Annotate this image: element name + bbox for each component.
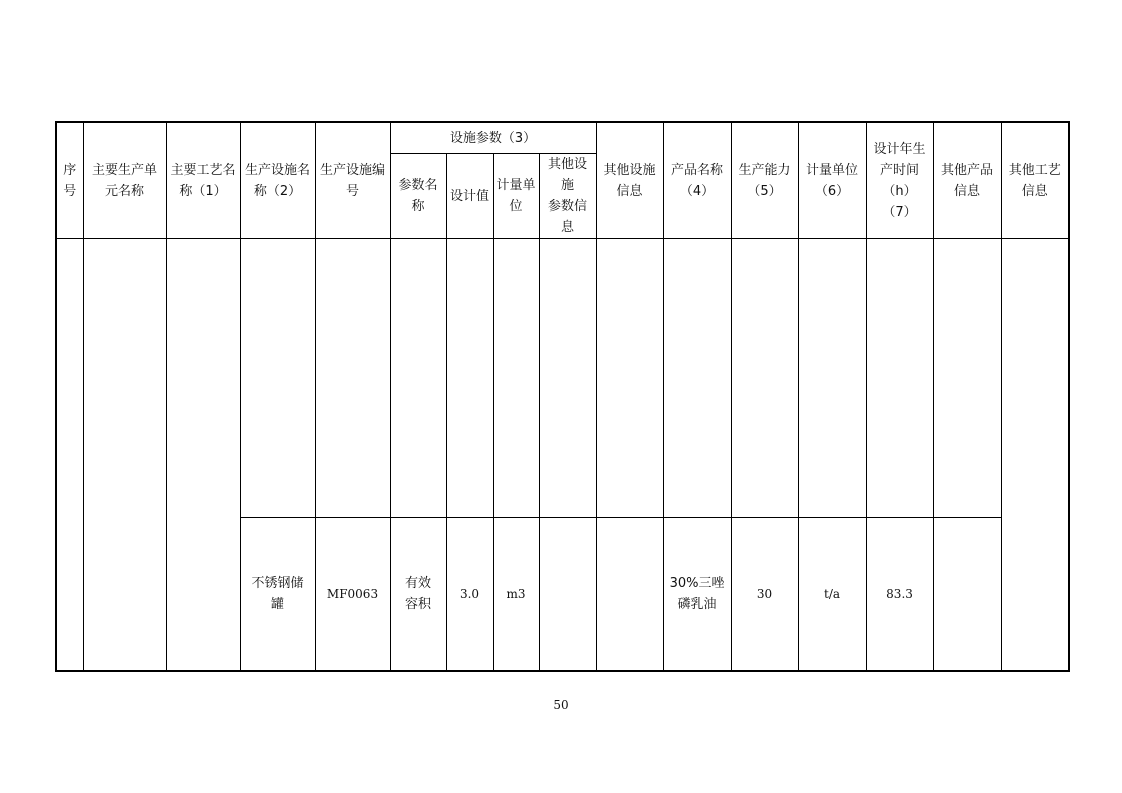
- cell-seq: [56, 239, 83, 672]
- cell-other-facility: [596, 518, 663, 672]
- cell-measure-unit: m3: [493, 518, 539, 672]
- cell-product-name: 30%三唑 磷乳油: [663, 518, 731, 672]
- header-param-name: 参数名称: [390, 154, 446, 239]
- header-seq: 序 号: [56, 122, 83, 239]
- cell-blank: [240, 239, 315, 518]
- cell-blank: [731, 239, 798, 518]
- cell-blank: [539, 239, 596, 518]
- cell-process-name: [166, 239, 240, 672]
- header-design-time: 设计年生 产时间（h） （7）: [866, 122, 933, 239]
- cell-design-value: 3.0: [446, 518, 493, 672]
- header-process-name: 主要工艺名 称（1）: [166, 122, 240, 239]
- header-facility-code: 生产设施编 号: [315, 122, 390, 239]
- cell-other-process-bottom: [1001, 518, 1069, 672]
- header-capacity: 生产能力 （5）: [731, 122, 798, 239]
- header-other-facility: 其他设施 信息: [596, 122, 663, 239]
- header-design-value: 设计值: [446, 154, 493, 239]
- header-measure-unit: 计量单 位: [493, 154, 539, 239]
- header-params-group: 设施参数（3）: [390, 122, 596, 154]
- header-facility-name: 生产设施名 称（2）: [240, 122, 315, 239]
- cell-param-name: 有效 容积: [390, 518, 446, 672]
- page-number: 50: [553, 698, 569, 712]
- cell-facility-name: 不锈钢储 罐: [240, 518, 315, 672]
- cell-blank: [493, 239, 539, 518]
- facility-parameter-table: [55, 121, 1070, 672]
- header-capacity-unit: 计量单位 （6）: [798, 122, 866, 239]
- cell-blank: [596, 239, 663, 518]
- cell-other-process-top: [1001, 239, 1069, 518]
- header-other-param: 其他设施 参数信息: [539, 154, 596, 239]
- cell-blank: [390, 239, 446, 518]
- cell-capacity: 30: [731, 518, 798, 672]
- header-other-product: 其他产品 信息: [933, 122, 1001, 239]
- cell-unit-name: [83, 239, 166, 672]
- cell-blank: [933, 239, 1001, 518]
- cell-other-param: [539, 518, 596, 672]
- header-other-process: 其他工艺 信息: [1001, 122, 1069, 239]
- header-unit-name: 主要生产单 元名称: [83, 122, 166, 239]
- cell-design-time: 83.3: [866, 518, 933, 672]
- cell-blank: [798, 239, 866, 518]
- cell-facility-code: MF0063: [315, 518, 390, 672]
- cell-blank: [663, 239, 731, 518]
- cell-other-product: [933, 518, 1001, 672]
- cell-blank: [315, 239, 390, 518]
- blank-table-row: [56, 239, 1069, 518]
- cell-capacity-unit: t/a: [798, 518, 866, 672]
- header-product-name: 产品名称 （4）: [663, 122, 731, 239]
- cell-blank: [446, 239, 493, 518]
- cell-blank: [866, 239, 933, 518]
